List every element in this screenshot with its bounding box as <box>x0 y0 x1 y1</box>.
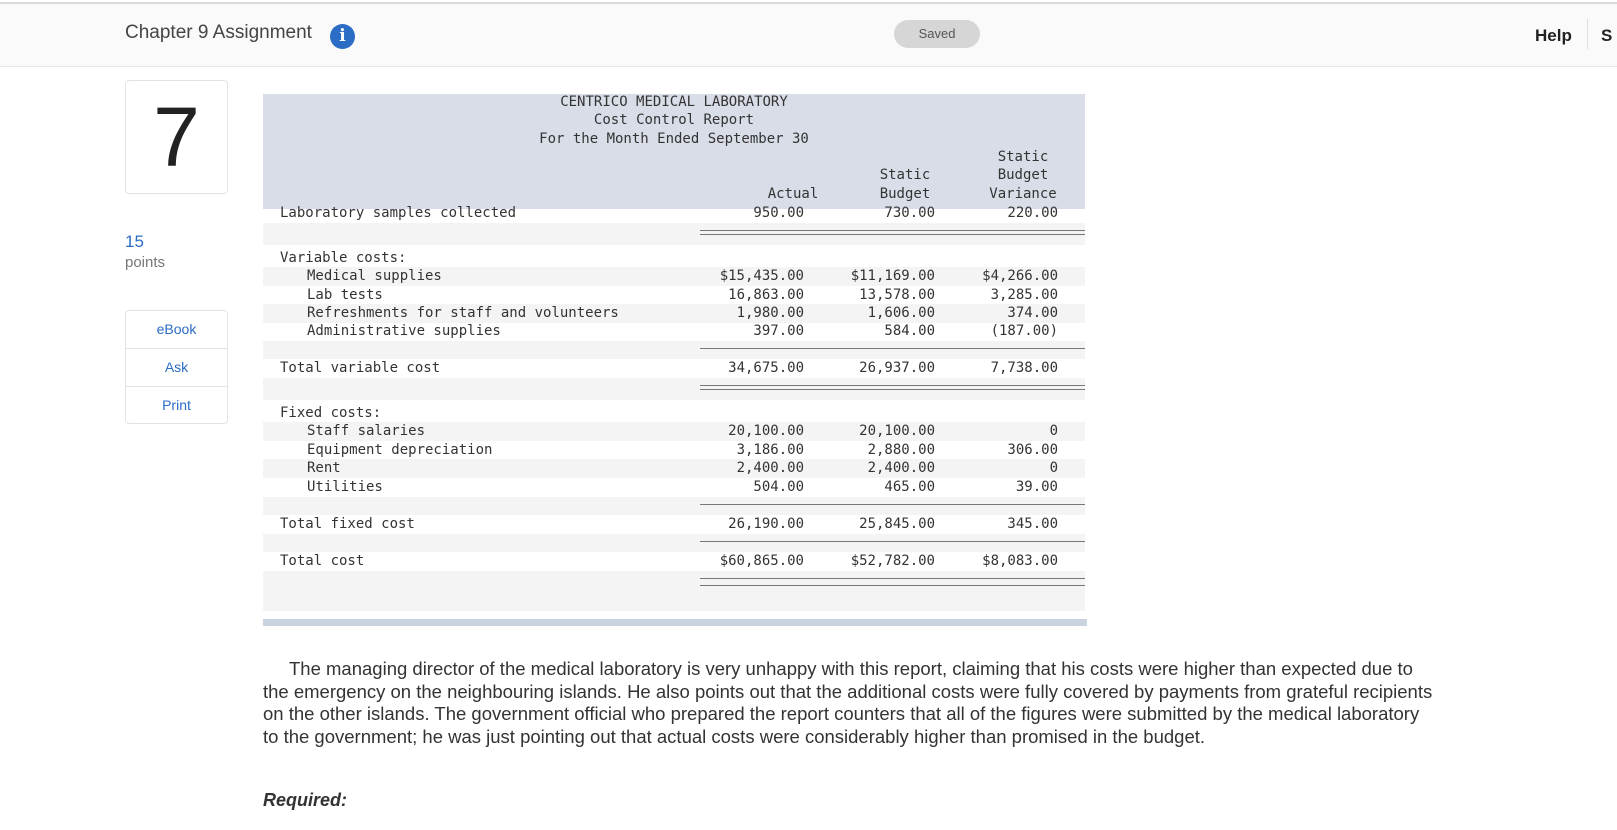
actual-value: $60,865.00 <box>719 553 804 569</box>
spacer-row <box>263 497 1085 515</box>
row-label: Total cost <box>280 553 365 569</box>
row-label: Rent <box>307 460 341 476</box>
budget-value: $11,169.00 <box>850 268 935 284</box>
budget-value: 730.00 <box>884 205 935 221</box>
table-row <box>263 478 1085 497</box>
variance-value: 3,285.00 <box>990 287 1058 303</box>
actual-value: 397.00 <box>753 323 804 339</box>
actual-value: 1,980.00 <box>736 305 804 321</box>
report-title: Cost Control Report <box>593 112 755 128</box>
spacer-row <box>263 571 1085 611</box>
budget-value: 13,578.00 <box>859 287 935 303</box>
col-static-budget-line1: Static <box>879 167 931 183</box>
question-number: 7 <box>125 80 228 194</box>
variance-value: 345.00 <box>1007 516 1058 532</box>
row-label: Total fixed cost <box>280 516 415 532</box>
actual-value: 3,186.00 <box>736 442 804 458</box>
budget-value: 2,400.00 <box>867 460 935 476</box>
table-row <box>263 404 1085 423</box>
actual-value: 20,100.00 <box>728 423 804 439</box>
header-divider <box>1587 19 1588 49</box>
header-link-cut[interactable]: S <box>1601 26 1613 45</box>
variance-value: (187.00) <box>990 323 1058 339</box>
table-row <box>263 359 1085 378</box>
rule <box>700 230 1085 231</box>
spacer-row <box>263 534 1085 552</box>
actual-value: 504.00 <box>753 479 804 495</box>
rule <box>700 234 1085 235</box>
budget-value: 465.00 <box>884 479 935 495</box>
row-label: Lab tests <box>307 287 383 303</box>
row-label: Administrative supplies <box>307 323 501 339</box>
rule <box>700 541 1085 542</box>
actual-value: $15,435.00 <box>719 268 804 284</box>
saved-status-badge: Saved <box>894 20 980 48</box>
budget-value: 26,937.00 <box>859 360 935 376</box>
table-row <box>263 459 1085 478</box>
cost-control-report <box>263 94 1085 627</box>
report-company: CENTRICO MEDICAL LABORATORY <box>560 94 788 110</box>
variance-value: 374.00 <box>1007 305 1058 321</box>
table-row <box>263 322 1085 341</box>
table-row <box>263 204 1085 223</box>
actual-value: 26,190.00 <box>728 516 804 532</box>
row-label: Equipment depreciation <box>307 442 493 458</box>
actual-value: 34,675.00 <box>728 360 804 376</box>
table-row <box>263 441 1085 460</box>
row-label: Utilities <box>307 479 383 495</box>
report-period: For the Month Ended September 30 <box>539 131 809 147</box>
rule <box>700 578 1085 579</box>
actual-value: 950.00 <box>753 205 804 221</box>
table-row <box>263 267 1085 286</box>
row-label: Refreshments for staff and volunteers <box>307 305 619 321</box>
col-static-budget-line2: Budget <box>879 186 931 202</box>
variance-value: $4,266.00 <box>982 268 1058 284</box>
variance-value: 0 <box>1049 423 1058 439</box>
assignment-title: Chapter 9 Assignment <box>125 22 312 43</box>
assignment-header <box>0 4 1617 67</box>
info-icon[interactable]: i <box>330 24 355 49</box>
points-label: points <box>125 254 166 271</box>
variance-value: $8,083.00 <box>982 553 1058 569</box>
table-row <box>263 552 1085 571</box>
points-value: 15 <box>125 232 144 251</box>
rule <box>700 385 1085 386</box>
rule <box>700 504 1085 505</box>
table-row <box>263 304 1085 323</box>
table-row <box>263 286 1085 305</box>
variance-value: 306.00 <box>1007 442 1058 458</box>
table-row <box>263 515 1085 534</box>
row-label: Total variable cost <box>280 360 441 376</box>
report-footer-bar <box>263 619 1087 626</box>
variance-value: 0 <box>1049 460 1058 476</box>
rule <box>700 348 1085 349</box>
required-heading: Required: <box>263 790 348 810</box>
print-button[interactable]: Print <box>162 397 191 413</box>
rule <box>700 585 1085 586</box>
col-variance-line3: Variance <box>989 186 1057 202</box>
section-heading: Variable costs: <box>280 250 407 266</box>
col-actual: Actual <box>767 186 819 202</box>
actual-value: 2,400.00 <box>736 460 804 476</box>
variance-value: 7,738.00 <box>990 360 1058 376</box>
variance-value: 220.00 <box>1007 205 1058 221</box>
row-label: Staff salaries <box>307 423 426 439</box>
budget-value: 25,845.00 <box>859 516 935 532</box>
budget-value: 584.00 <box>884 323 935 339</box>
row-label: Medical supplies <box>307 268 442 284</box>
ebook-button[interactable]: eBook <box>126 311 227 349</box>
question-tools <box>125 310 228 424</box>
row-label: Laboratory samples collected <box>280 205 517 221</box>
col-variance-line1: Static <box>997 149 1049 165</box>
question-paragraph: The managing director of the medical laboratory is very unhappy with this report, claiming that his costs were higher than expected due to the emergency on the neighbouring islands. He also points out that the additional costs were fully covered by payments from grateful recipients on the other islands. The government official who prepared the report counters that all of the figures were submitted by the medical laboratory to the government; he was just pointing out that actual costs were considerably higher than promised in the budget. <box>263 658 1433 747</box>
budget-value: $52,782.00 <box>850 553 935 569</box>
budget-value: 2,880.00 <box>867 442 935 458</box>
spacer-row <box>263 341 1085 359</box>
section-heading: Fixed costs: <box>280 405 382 421</box>
variance-value: 39.00 <box>1015 479 1058 495</box>
budget-value: 20,100.00 <box>859 423 935 439</box>
budget-value: 1,606.00 <box>867 305 935 321</box>
col-variance-line2: Budget <box>997 167 1049 183</box>
table-row <box>263 249 1085 268</box>
help-link[interactable]: Help <box>1535 26 1572 45</box>
actual-value: 16,863.00 <box>728 287 804 303</box>
rule <box>700 389 1085 390</box>
table-row <box>263 422 1085 441</box>
ask-button[interactable]: Ask <box>126 349 227 387</box>
